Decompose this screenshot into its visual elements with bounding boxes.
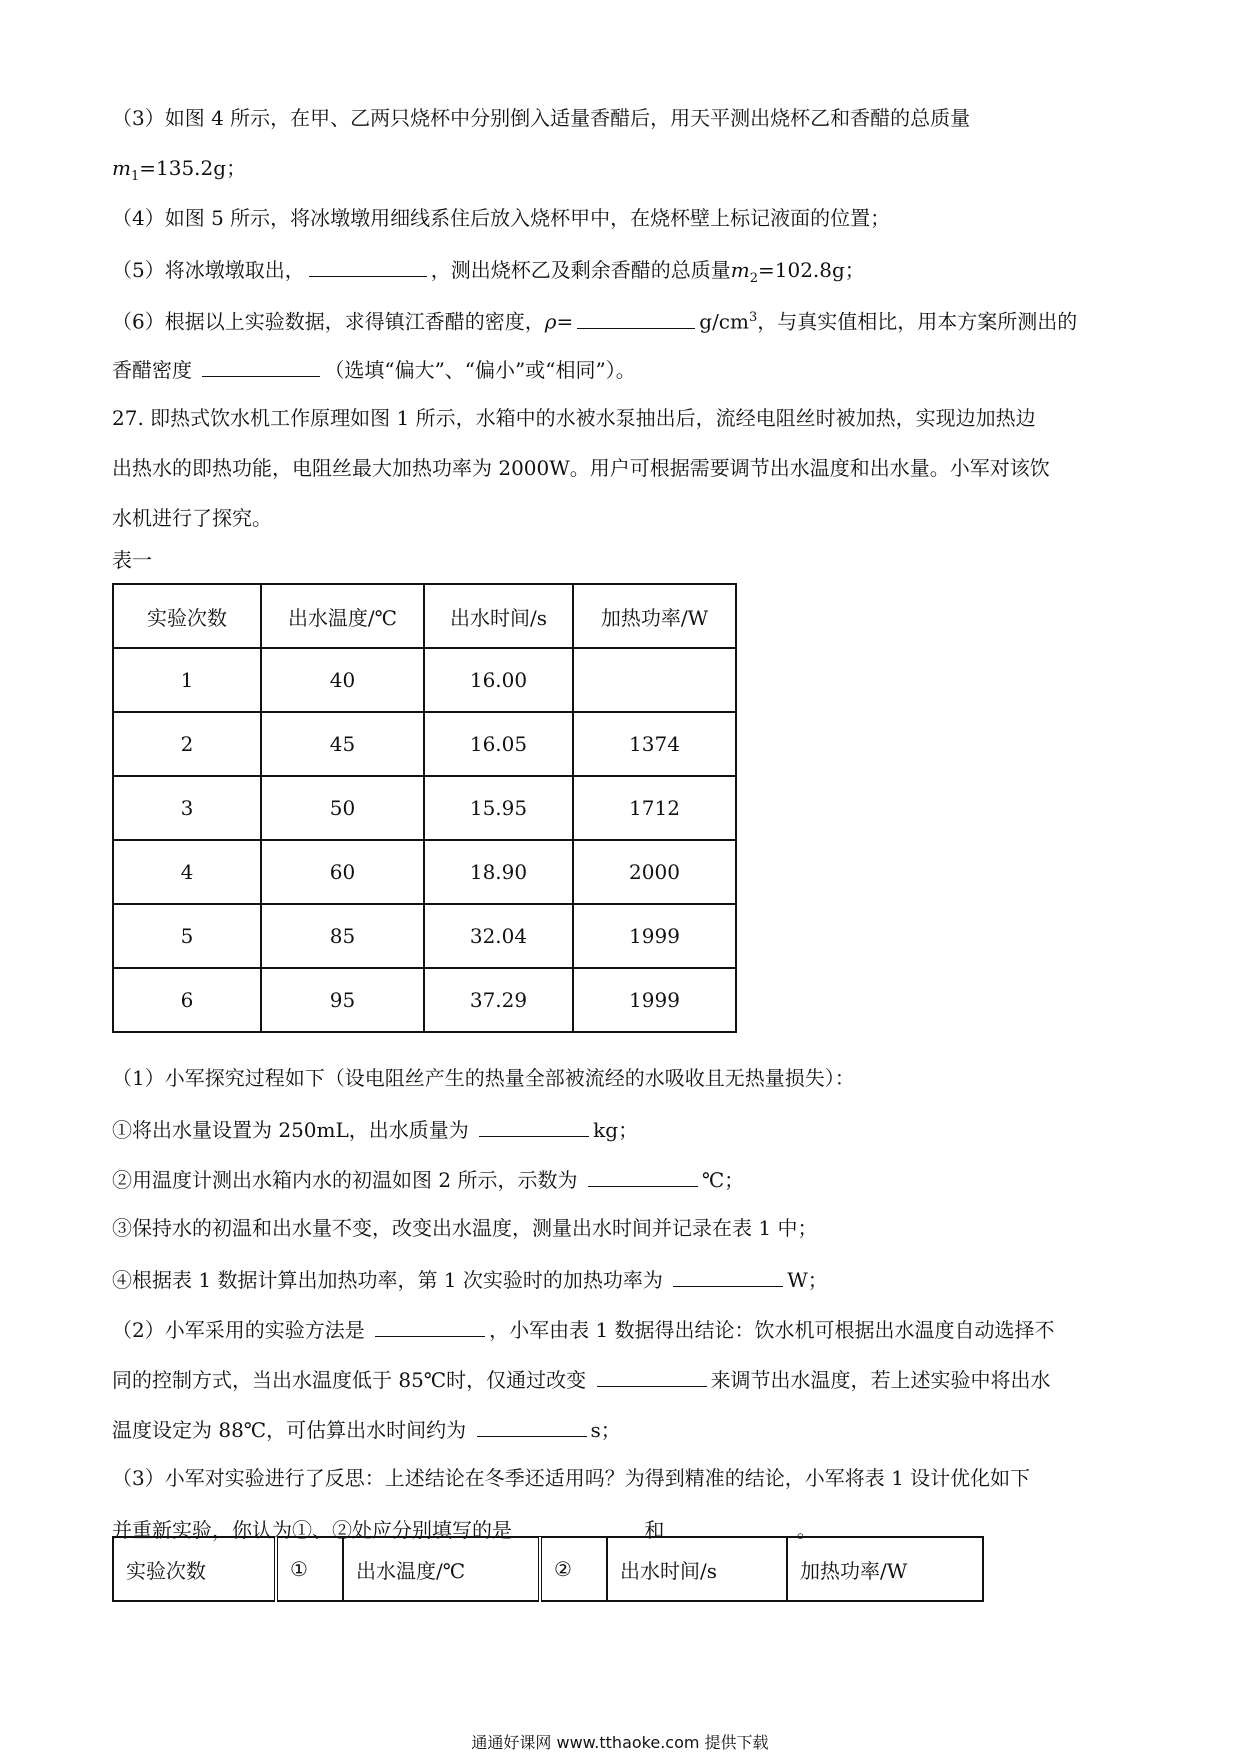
- table-row: [113, 712, 736, 776]
- q27-intro-line1: 27. 即热式饮水机工作原理如图 1 所示，水箱中的水被水泵抽出后，流经电阻丝时被加热，实现边加热边: [112, 406, 1036, 430]
- q27-intro-line2: 出热水的即热功能，电阻丝最大加热功率为 2000W。用户可根据需要调节出水温度和出水量。小军对该饮: [112, 456, 1050, 480]
- table-cell: 40: [261, 648, 424, 712]
- table-cell: 32.04: [424, 904, 573, 968]
- q27-part2-line2: 同的控制方式，当出水温度低于 85℃时，仅通过改变 来调节出水温度，若上述实验中将出水: [112, 1364, 1051, 1394]
- table-cell: 2: [113, 712, 261, 776]
- table-header-cell: 出水温度/℃: [343, 1537, 540, 1601]
- q26-step3-line1: （3）如图 4 所示，在甲、乙两只烧杯中分别倒入适量香醋后，用天平测出烧杯乙和香醋的总质量: [112, 106, 971, 130]
- table-row: [113, 776, 736, 840]
- table-row: [113, 904, 736, 968]
- answer-blank[interactable]: [477, 1414, 587, 1437]
- table-header-cell: 出水时间/s: [424, 584, 573, 648]
- table-cell: 5: [113, 904, 261, 968]
- table-header-row: [113, 1537, 983, 1601]
- table-header-cell: 加热功率/W: [573, 584, 736, 648]
- answer-blank[interactable]: [673, 1264, 783, 1287]
- table-header-cell: ①: [276, 1537, 343, 1601]
- table-cell: [573, 648, 736, 712]
- table-cell: 1999: [573, 968, 736, 1032]
- table-cell: 16.00: [424, 648, 573, 712]
- answer-blank[interactable]: [675, 1514, 793, 1537]
- q26-step3-line2: $m_1=135.2g$；: [112, 156, 247, 184]
- table-cell: 95: [261, 968, 424, 1032]
- page-footer: 通通好课网 www.tthaoke.com 提供下载: [471, 1733, 769, 1752]
- table-row: [113, 968, 736, 1032]
- table-cell: 1: [113, 648, 261, 712]
- q27-part1-step4: ④根据表 1 数据计算出加热功率，第 1 次实验时的加热功率为 W；: [112, 1264, 828, 1294]
- q27-part1-step3: ③保持水的初温和出水量不变，改变出水温度，测量出水时间并记录在表 1 中；: [112, 1216, 818, 1240]
- q27-intro-line3: 水机进行了探究。: [112, 506, 272, 530]
- q26-step6-line1: （6）根据以上实验数据，求得镇江香醋的密度，$\rho= g/cm^3$，与真实值相比，用本方案所测出的: [112, 304, 1077, 336]
- data-table-2: [112, 1536, 984, 1602]
- table-row: [113, 840, 736, 904]
- q27-part1-step1: ①将出水量设置为 250mL，出水质量为 kg；: [112, 1114, 638, 1144]
- table-header-cell: 出水温度/℃: [261, 584, 424, 648]
- table-header-cell: 加热功率/W: [787, 1537, 983, 1601]
- q26-step5: （5）将冰墩墩取出， ，测出烧杯乙及剩余香醋的总质量$m_2=102.8g$；: [112, 254, 865, 293]
- q27-part3-line1: （3）小军对实验进行了反思：上述结论在冬季还适用吗？为得到精准的结论，小军将表 1 设计优化如下: [112, 1466, 1031, 1490]
- table-cell: 45: [261, 712, 424, 776]
- q26-step6-line2: 香醋密度 （选填“偏大”、“偏小”或“相同”）。: [112, 354, 636, 384]
- table-caption: 表一: [112, 548, 152, 572]
- q27-part2-line3: 温度设定为 88℃，可估算出水时间约为 s；: [112, 1414, 621, 1444]
- data-table-1: [112, 583, 737, 1033]
- table-cell: 18.90: [424, 840, 573, 904]
- table-cell: 3: [113, 776, 261, 840]
- table-cell: 50: [261, 776, 424, 840]
- table-cell: 1374: [573, 712, 736, 776]
- table-cell: 16.05: [424, 712, 573, 776]
- answer-blank[interactable]: [479, 1114, 589, 1137]
- table-cell: 4: [113, 840, 261, 904]
- table-header-cell: ②: [540, 1537, 607, 1601]
- table-cell: 37.29: [424, 968, 573, 1032]
- table-cell: 2000: [573, 840, 736, 904]
- q27-part3-line2: 并重新实验，你认为①、②处应分别填写的是 和 。: [112, 1514, 817, 1544]
- table-cell: 1999: [573, 904, 736, 968]
- answer-blank[interactable]: [577, 306, 695, 329]
- table-cell: 6: [113, 968, 261, 1032]
- table-header-cell: 实验次数: [113, 1537, 276, 1601]
- answer-blank[interactable]: [309, 254, 427, 277]
- table-header-cell: 实验次数: [113, 584, 261, 648]
- table-cell: 1712: [573, 776, 736, 840]
- table-cell: 15.95: [424, 776, 573, 840]
- q26-step4: （4）如图 5 所示，将冰墩墩用细线系住后放入烧杯甲中，在烧杯壁上标记液面的位置；: [112, 206, 891, 230]
- q27-part1-intro: （1）小军探究过程如下（设电阻丝产生的热量全部被流经的水吸收且无热量损失）：: [112, 1066, 855, 1090]
- q27-part1-step2: ②用温度计测出水箱内水的初温如图 2 所示，示数为 ℃；: [112, 1164, 744, 1194]
- table-header-cell: 出水时间/s: [607, 1537, 787, 1601]
- answer-blank[interactable]: [597, 1364, 707, 1387]
- answer-blank[interactable]: [202, 354, 320, 377]
- table-cell: 60: [261, 840, 424, 904]
- table-cell: 85: [261, 904, 424, 968]
- table-header-row: [113, 584, 736, 648]
- answer-blank[interactable]: [522, 1514, 640, 1537]
- table-row: [113, 648, 736, 712]
- answer-blank[interactable]: [588, 1164, 698, 1187]
- q27-part2-line1: （2）小军采用的实验方法是 ，小军由表 1 数据得出结论：饮水机可根据出水温度自动选择不: [112, 1314, 1055, 1344]
- answer-blank[interactable]: [375, 1314, 485, 1337]
